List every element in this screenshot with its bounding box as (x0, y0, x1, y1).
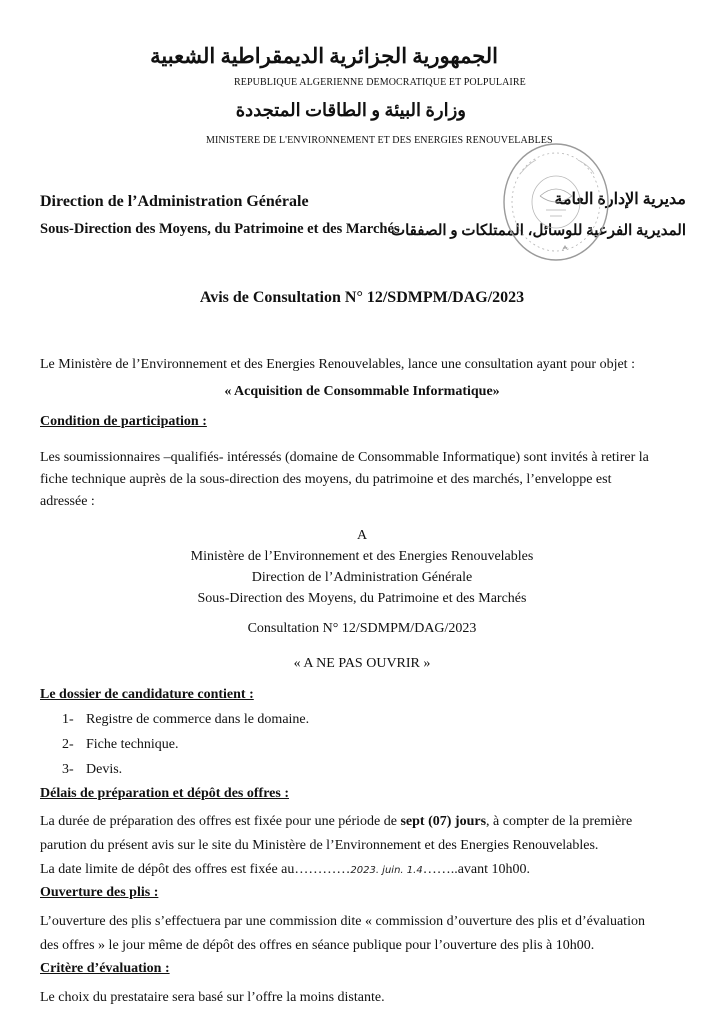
direction-arabic: مديرية الإدارة العامة (554, 191, 686, 208)
list-number: 3- (62, 762, 74, 777)
do-not-open-label: « A NE PAS OUVRIR » (293, 656, 431, 671)
opening-line-2: des offres » le jour même de dépôt des offres en séance publique pour l’ouverture des plis à 10h00. (40, 938, 595, 953)
official-stamp (500, 138, 612, 266)
criteria-heading: Critère d’évaluation : (40, 961, 170, 976)
list-number: 1- (62, 712, 74, 727)
republic-french: REPUBLIQUE ALGERIENNE DEMOCRATIQUE ET POLPULAIRE (234, 77, 526, 88)
dossier-heading: Le dossier de candidature contient : (40, 687, 254, 702)
deadline-time: ……..avant 10h00. (422, 862, 531, 877)
list-item-text: Devis. (86, 762, 123, 777)
dossier-item-2 (62, 734, 179, 755)
participation-line-2: fiche technique auprès de la sous-direction des moyens, du patrimoine et des marchés, l’enveloppe est (40, 472, 612, 487)
deadline-line-1 (40, 811, 632, 832)
address-line-2: Direction de l’Administration Générale (251, 570, 473, 585)
sub-direction-french: Sous-Direction des Moyens, du Patrimoine et des Marchés (40, 221, 400, 237)
deadline-line-3 (40, 859, 530, 881)
republic-arabic: الجمهورية الجزائرية الديمقراطية الشعبية (150, 44, 498, 68)
direction-french: Direction de l’Administration Générale (40, 193, 309, 210)
dossier-item-3 (62, 759, 122, 780)
sub-direction-arabic: المديرية الفرعية للوسائل، الممتلكات و الصفقات (390, 223, 686, 239)
address-line-3: Sous-Direction des Moyens, du Patrimoine et des Marchés (197, 591, 527, 606)
participation-line-3: adressée : (40, 494, 95, 509)
ministry-arabic: وزارة البيئة و الطاقات المتجددة (235, 100, 466, 120)
deadline-text-a: La durée de préparation des offres est fixée pour une période de (40, 814, 401, 829)
deadline-date-label: La date limite de dépôt des offres est fixée au………… (40, 862, 351, 877)
deadline-duration: sept (07) jours (400, 814, 487, 829)
deadline-line-2: parution du présent avis sur le site du Ministère de l’Environnement et des Energies Renouvelables. (40, 838, 599, 853)
handwritten-date: 2023. juin. 1.4 (350, 865, 423, 876)
dossier-item-1 (62, 709, 309, 730)
list-number: 2- (62, 737, 74, 752)
participation-heading: Condition de participation : (40, 414, 207, 429)
address-line-1: Ministère de l’Environnement et des Energies Renouvelables (190, 549, 534, 564)
opening-heading: Ouverture des plis : (40, 885, 159, 900)
deadline-text-c: , à compter de la première (486, 814, 633, 829)
address-consultation-number: Consultation N° 12/SDMPM/DAG/2023 (247, 621, 477, 636)
consultation-object: « Acquisition de Consommable Informatique» (224, 384, 500, 399)
deadline-heading: Délais de préparation et dépôt des offres : (40, 786, 289, 801)
participation-line-1: Les soumissionnaires –qualifiés- intéressés (domaine de Consommable Informatique) sont invités à retirer la (40, 450, 649, 465)
ministry-french: MINISTERE DE L'ENVIRONNEMENT ET DES ENERGIES RENOUVELABLES (206, 135, 553, 146)
list-item-text: Fiche technique. (86, 737, 179, 752)
address-a: A (356, 528, 368, 543)
intro-text: Le Ministère de l’Environnement et des Energies Renouvelables, lance une consultation ayant pour objet : (40, 357, 635, 372)
notice-title: Avis de Consultation N° 12/SDMPM/DAG/2023 (199, 289, 525, 306)
list-item-text: Registre de commerce dans le domaine. (86, 712, 310, 727)
opening-line-1: L’ouverture des plis s’effectuera par une commission dite « commission d’ouverture des plis et d’évaluation (40, 914, 645, 929)
criteria-line-1: Le choix du prestataire sera basé sur l’offre la moins distante. (40, 990, 385, 1005)
